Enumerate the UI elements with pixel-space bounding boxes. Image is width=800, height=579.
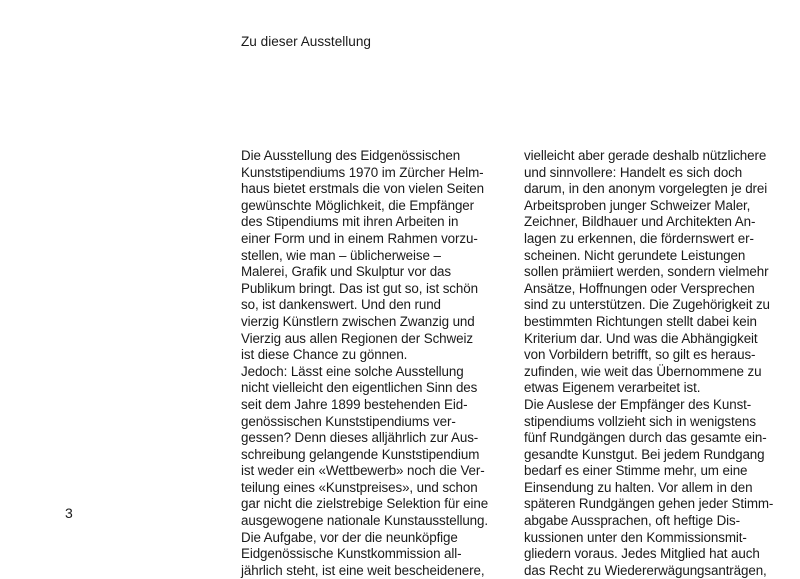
text-line: ist weder ein «Wettbewerb» noch die Ver- [241,463,485,479]
text-line: so, ist dankenswert. Und den rund [241,297,441,313]
text-line: Eidgenössische Kunstkommission all- [241,546,462,562]
text-line: Einsendung zu halten. Vor allem in den [524,479,753,495]
text-line: das Recht zu Wiedererwägungsanträgen, [524,562,767,578]
text-line: nicht vielleicht den eigentlichen Sinn des [241,380,478,396]
text-line: etwas Eigenem verarbeitet ist. [524,380,701,396]
text-line: vielleicht aber gerade deshalb nützlichere [524,148,767,163]
text-line: kussionen unter den Kommissionsmit- [524,529,747,545]
text-line: von Vorbildern betrifft, so gilt es heraus- [524,347,756,363]
text-line: darum, in den anonym vorgelegten je drei [524,181,768,197]
text-line: gessen? Denn dieses alljährlich zur Aus- [241,430,479,446]
page-number: 3 [65,505,73,521]
text-line: bedarf es einer Stimme mehr, um eine [524,463,748,479]
text-line: Die Auslese der Empfänger des Kunst- [524,396,752,412]
text-line: abgabe Aussprachen, oft heftige Dis- [524,513,740,529]
text-line: ausgewogene nationale Kunstausstellung. [241,513,488,529]
text-line: einer Form und in einem Rahmen vorzu- [241,230,478,246]
text-line: ist diese Chance zu gönnen. [241,347,408,363]
text-line: späteren Rundgängen gehen jeder Stimm- [524,496,774,512]
text-line: Ansätze, Hoffnungen oder Versprechen [524,280,755,296]
text-line: des Stipendiums mit ihren Arbeiten in [241,214,459,230]
text-line: Malerei, Grafik und Skulptur vor das [241,264,451,280]
text-line: Kriterium dar. Und was die Abhängigkeit [524,330,758,346]
text-line: jährlich steht, ist eine weit bescheidenere, [241,562,485,578]
text-line: und sinnvollere: Handelt es sich doch [524,164,743,180]
text-line: scheinen. Nicht gerundete Leistungen [524,247,746,263]
text-line: schreibung gelangende Kunststipendium [241,446,480,462]
text-line: genössischen Kunststipendiums ver- [241,413,456,429]
text-line: Publikum bringt. Das ist gut so, ist schön [241,280,478,296]
text-line: gar nicht die zielstrebige Selektion für eine [241,496,489,512]
text-line: vierzig Künstlern zwischen Zwanzig und [241,313,475,329]
text-line: seit dem Jahre 1899 bestehenden Eid- [241,396,468,412]
text-column-left [241,148,511,579]
text-line: gesandte Kunstgut. Bei jedem Rundgang [524,446,765,462]
text-line: Vierzig aus allen Regionen der Schweiz [241,330,473,346]
text-line: gewünschte Möglichkeit, die Empfänger [241,197,474,213]
text-line: stellen, wie man – üblicherweise – [241,247,441,263]
text-line: haus bietet erstmals die von vielen Seiten [241,181,484,197]
text-line: teilung eines «Kunstpreises», und schon [241,479,478,495]
text-line: Jedoch: Lässt eine solche Ausstellung [241,363,464,379]
text-line: Zeichner, Bildhauer und Architekten An- [524,214,756,230]
text-line: sind zu unterstützen. Die Zugehörigkeit zu [524,297,770,313]
page-heading: Zu dieser Ausstellung [241,34,371,49]
text-line: gliedern voraus. Jedes Mitglied hat auch [524,546,760,562]
text-line: Die Aufgabe, vor der die neunköpfige [241,529,458,545]
text-line: Die Ausstellung des Eidgenössischen [241,148,461,163]
text-line: Kunststipendiums 1970 im Zürcher Helm- [241,164,484,180]
text-line: bestimmten Richtungen stellt dabei kein [524,313,757,329]
text-line: Arbeitsproben junger Schweizer Maler, [524,197,751,213]
text-line: lagen zu erkennen, die fördernswert er- [524,230,754,246]
text-line: fünf Rundgängen durch das gesamte ein- [524,430,767,446]
text-line: zufinden, wie weit das Übernommene zu [524,363,762,379]
text-line: stipendiums vollzieht sich in wenigstens [524,413,756,429]
text-line: sollen prämiiert werden, sondern vielmehr [524,264,769,280]
text-column-right [524,148,774,579]
